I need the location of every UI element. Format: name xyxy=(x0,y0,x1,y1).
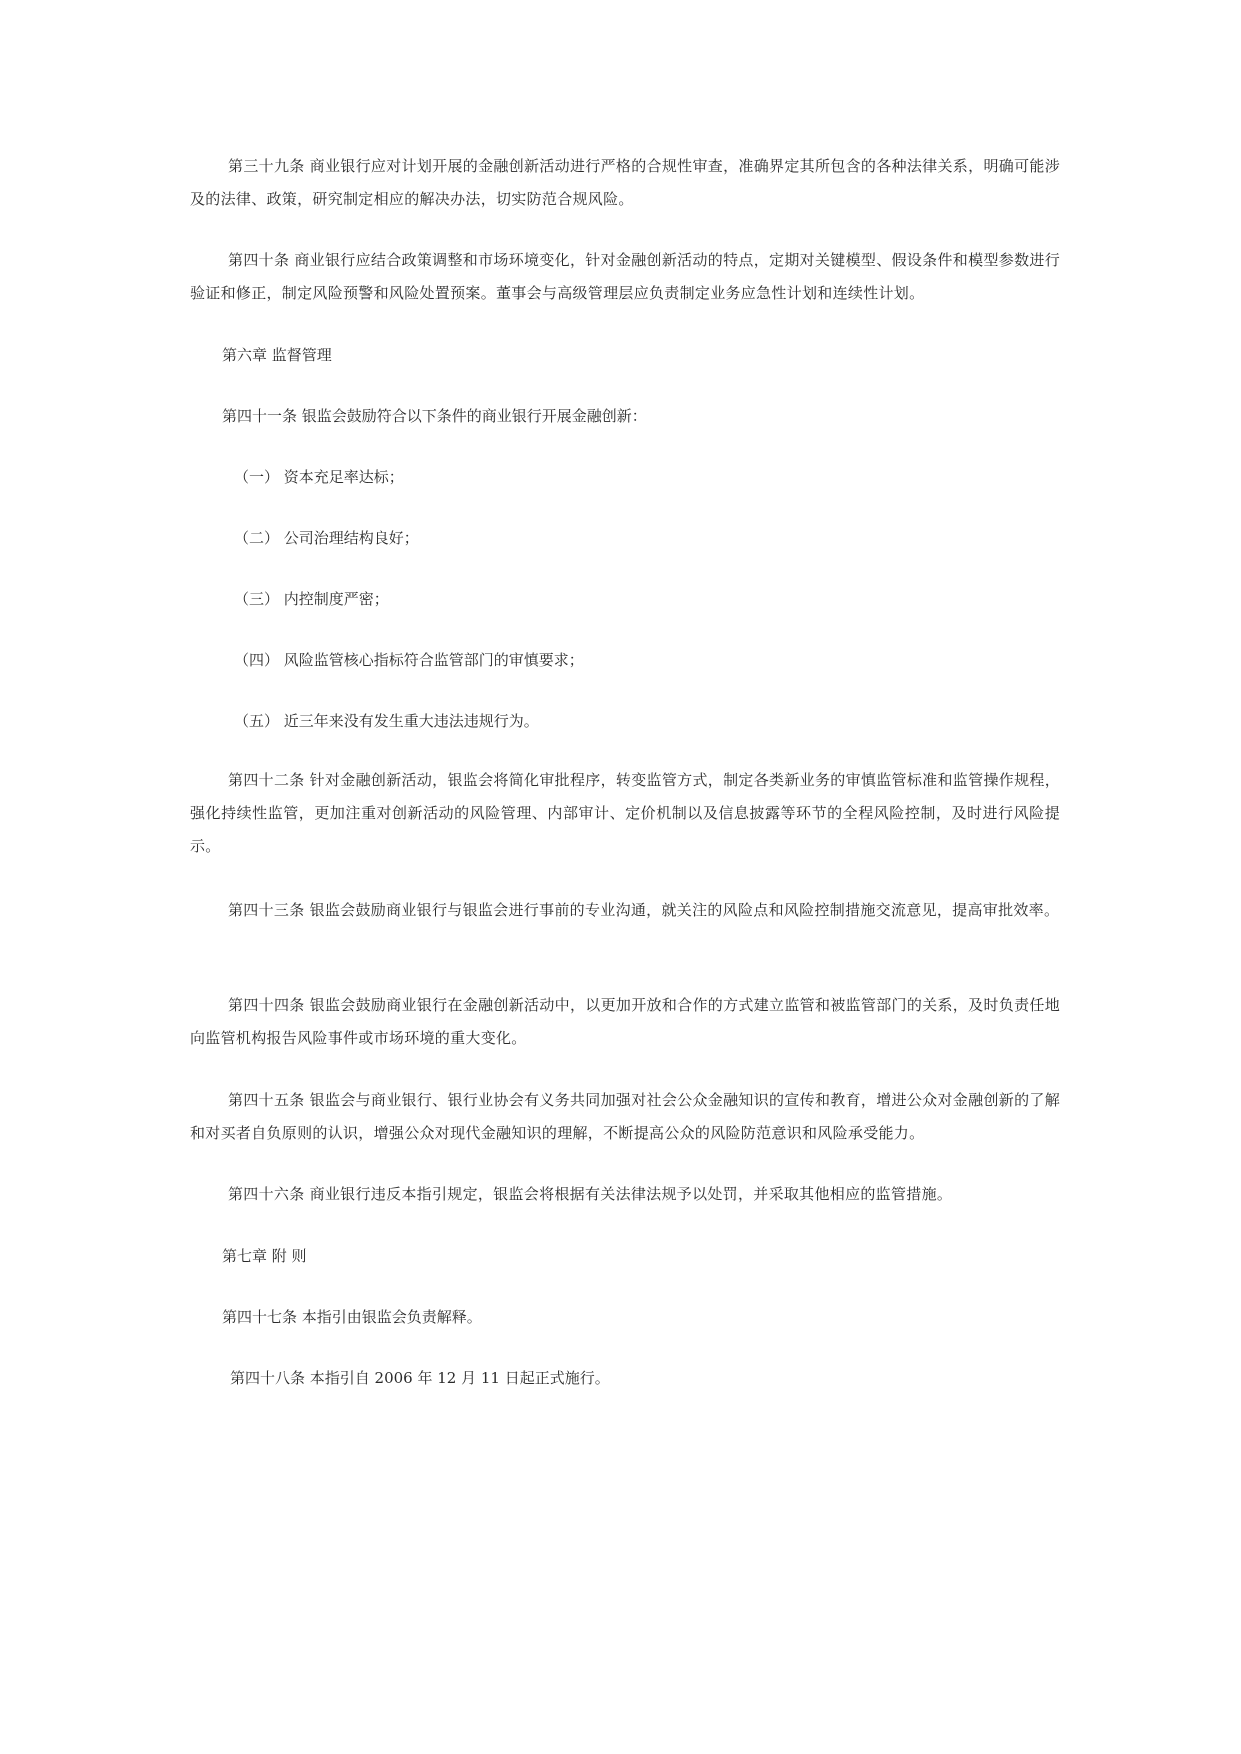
article-43: 第四十三条 银监会鼓励商业银行与银监会进行事前的专业沟通，就关注的风险点和风险控制措施交流意见，提高审批效率。 xyxy=(228,901,1060,919)
condition-item-3: （三） 内控制度严密； xyxy=(234,590,389,608)
article-48: 第四十八条 本指引自 2006 年 12 月 11 日起正式施行。 xyxy=(230,1369,610,1387)
article-46: 第四十六条 商业银行违反本指引规定，银监会将根据有关法律法规予以处罚，并采取其他相应的监管措施。 xyxy=(228,1185,953,1203)
article-45: 第四十五条 银监会与商业银行、银行业协会有义务共同加强对社会公众金融知识的宣传和教育，增进公众对金融创新的了解和对买者自负原则的认识，增强公众对现代金融知识的理解，不断提高公众的风险防范意识和风险承受能力。 xyxy=(190,1091,1060,1142)
article-41: 第四十一条 银监会鼓励符合以下条件的商业银行开展金融创新： xyxy=(222,407,647,425)
article-44: 第四十四条 银监会鼓励商业银行在金融创新活动中，以更加开放和合作的方式建立监管和被监管部门的关系，及时负责任地向监管机构报告风险事件或市场环境的重大变化。 xyxy=(190,996,1060,1047)
condition-item-4: （四） 风险监管核心指标符合监管部门的审慎要求； xyxy=(234,651,584,669)
article-40: 第四十条 商业银行应结合政策调整和市场环境变化，针对金融创新活动的特点，定期对关键模型、假设条件和模型参数进行验证和修正，制定风险预警和风险处置预案。董事会与高级管理层应负责制定业务应急性计划和连续性计划。 xyxy=(190,251,1060,302)
article-47: 第四十七条 本指引由银监会负责解释。 xyxy=(222,1308,482,1326)
article-42: 第四十二条 针对金融创新活动，银监会将简化审批程序，转变监管方式，制定各类新业务的审慎监管标准和监管操作规程，强化持续性监管，更加注重对创新活动的风险管理、内部审计、定价机制以及信息披露等环节的全程风险控制，及时进行风险提示。 xyxy=(190,771,1060,855)
condition-item-1: （一） 资本充足率达标； xyxy=(234,468,404,486)
article-39: 第三十九条 商业银行应对计划开展的金融创新活动进行严格的合规性审查，准确界定其所包含的各种法律关系，明确可能涉及的法律、政策，研究制定相应的解决办法，切实防范合规风险。 xyxy=(190,157,1060,208)
condition-item-2: （二） 公司治理结构良好； xyxy=(234,529,419,547)
chapter-7-heading: 第七章 附 则 xyxy=(222,1247,307,1265)
chapter-6-heading: 第六章 监督管理 xyxy=(222,346,332,364)
condition-item-5: （五） 近三年来没有发生重大违法违规行为。 xyxy=(234,712,539,730)
